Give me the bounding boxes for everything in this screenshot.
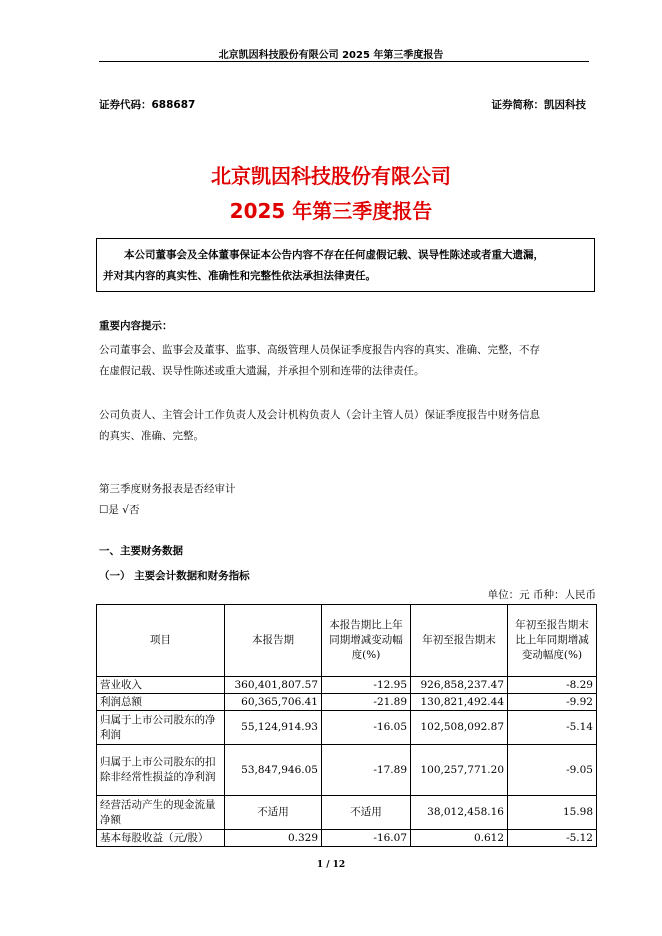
- row-ytd-change: -9.92: [508, 694, 597, 711]
- table-row: [97, 796, 597, 830]
- row-current: 360,401,807.57: [225, 677, 322, 694]
- row-current-change: -16.05: [322, 711, 411, 745]
- header-item: 项目: [97, 605, 225, 677]
- row-current: 0.329: [225, 830, 322, 847]
- running-header: 北京凯因科技股份有限公司 2025 年第三季度报告: [218, 50, 444, 61]
- important-paragraph-2: [99, 405, 593, 447]
- header-current-period: 本报告期: [225, 605, 322, 677]
- stock-abbreviation: 证券简称：凯因科技: [491, 99, 586, 111]
- row-item: 营业收入: [97, 677, 225, 694]
- row-ytd-change: -5.12: [508, 830, 597, 847]
- header-current-change: 本报告期比上年同期增减变动幅度(%): [322, 605, 411, 677]
- row-item: 归属于上市公司股东的扣除非经常性损益的净利润: [97, 745, 225, 796]
- row-ytd: 130,821,492.44: [411, 694, 508, 711]
- section-1-heading: 一、主要财务数据: [99, 545, 183, 557]
- notice-line-2: 并对其内容的真实性、准确性和完整性依法承担法律责任。: [103, 270, 376, 282]
- company-title: 北京凯因科技股份有限公司: [211, 164, 451, 188]
- row-ytd-change: -9.05: [508, 745, 597, 796]
- audit-options: ☐是 √否: [99, 504, 140, 516]
- table-row: [97, 745, 597, 796]
- row-current: 60,365,706.41: [225, 694, 322, 711]
- row-current-change: 不适用: [322, 796, 411, 830]
- header-rule: [99, 61, 589, 62]
- important-paragraph-1: [99, 340, 593, 382]
- row-ytd: 926,858,237.47: [411, 677, 508, 694]
- row-current: 55,124,914.93: [225, 711, 322, 745]
- paragraph-2-line-1: 公司负责人、主管会计工作负责人及会计机构负责人（会计主管人员）保证季度报告中财务信息: [99, 409, 540, 421]
- header-ytd-change: 年初至报告期末比上年同期增减变动幅度(%): [508, 605, 597, 677]
- row-current-change: -12.95: [322, 677, 411, 694]
- paragraph-2-line-2: 的真实、准确、完整。: [99, 430, 204, 442]
- row-ytd-change: 15.98: [508, 796, 597, 830]
- financial-data-table: [96, 604, 597, 847]
- row-ytd: 100,257,771.20: [411, 745, 508, 796]
- table-header-row: [97, 605, 597, 677]
- table-row: [97, 830, 597, 847]
- paragraph-1-line-2: 在虚假记载、误导性陈述或重大遗漏，并承担个别和连带的法律责任。: [99, 365, 425, 377]
- row-item: 利润总额: [97, 694, 225, 711]
- table-row: [97, 677, 597, 694]
- board-notice-box: [96, 238, 595, 292]
- row-ytd: 0.612: [411, 830, 508, 847]
- row-item: 基本每股收益（元/股）: [97, 830, 225, 847]
- stock-code: 证券代码：688687: [99, 99, 196, 111]
- row-ytd: 38,012,458.16: [411, 796, 508, 830]
- row-current: 不适用: [225, 796, 322, 830]
- row-item: 经营活动产生的现金流量净额: [97, 796, 225, 830]
- header-ytd: 年初至报告期末: [411, 605, 508, 677]
- notice-line-1: 本公司董事会及全体董事保证本公告内容不存在任何虚假记载、误导性陈述或者重大遗漏，: [124, 249, 544, 261]
- table-row: [97, 694, 597, 711]
- page-number: 1 / 12: [316, 860, 346, 870]
- row-current-change: -17.89: [322, 745, 411, 796]
- row-ytd: 102,508,092.87: [411, 711, 508, 745]
- paragraph-1-line-1: 公司董事会、监事会及董事、监事、高级管理人员保证季度报告内容的真实、准确、完整，不存: [99, 344, 540, 356]
- row-ytd-change: -5.14: [508, 711, 597, 745]
- important-heading: 重要内容提示：: [99, 320, 173, 332]
- section-1-subheading: （一） 主要会计数据和财务指标: [99, 570, 250, 582]
- row-item: 归属于上市公司股东的净利润: [97, 711, 225, 745]
- row-ytd-change: -8.29: [508, 677, 597, 694]
- row-current-change: -16.07: [322, 830, 411, 847]
- report-title: 2025 年第三季度报告: [229, 199, 433, 223]
- row-current: 53,847,946.05: [225, 745, 322, 796]
- unit-note: 单位：元 币种：人民币: [487, 589, 596, 601]
- audit-question: 第三季度财务报表是否经审计: [99, 483, 236, 495]
- row-current-change: -21.89: [322, 694, 411, 711]
- table-row: [97, 711, 597, 745]
